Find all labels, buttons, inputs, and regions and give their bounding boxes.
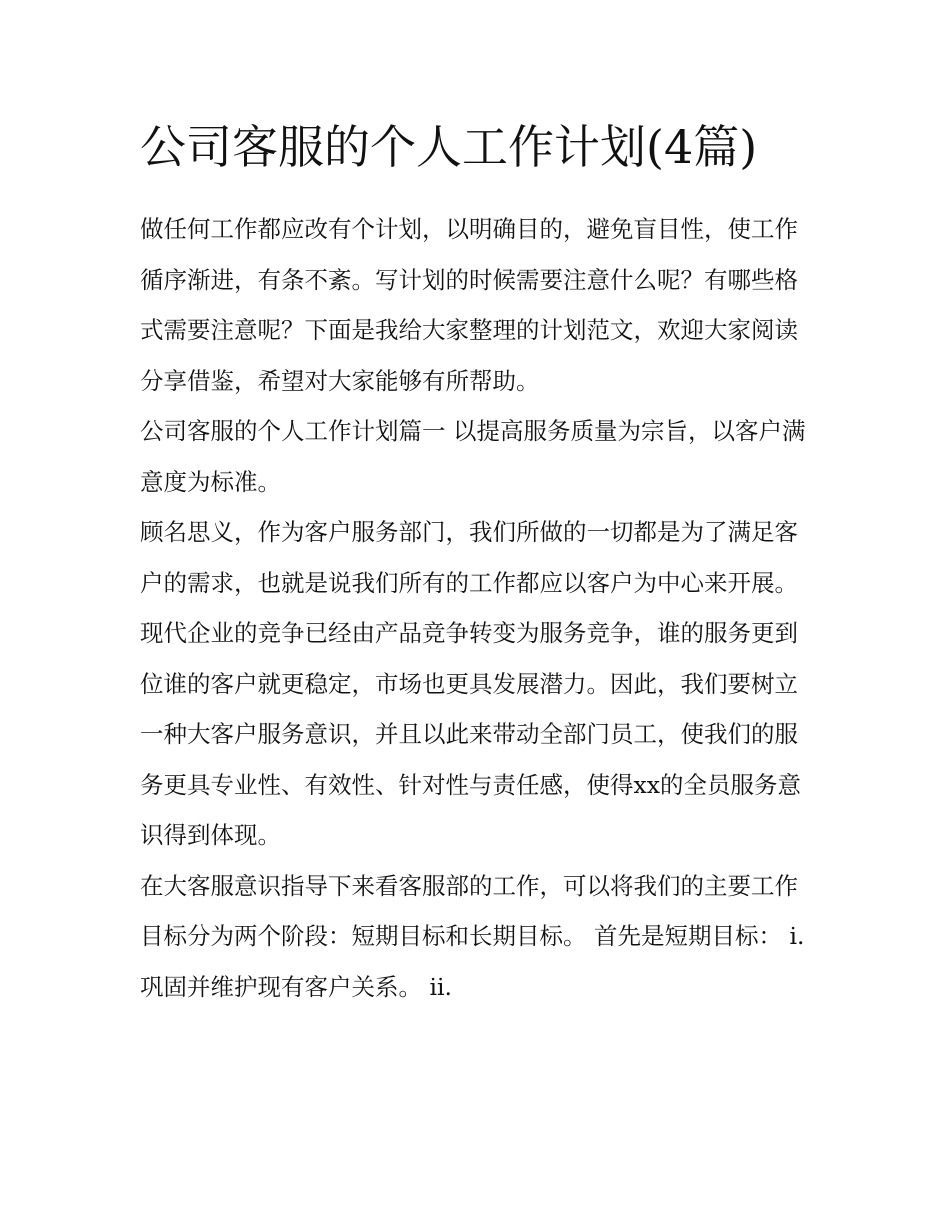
paragraph-customer-service: 顾名思义，作为客户服务部门，我们所做的一切都是为了满足客户的需求，也就是说我们所有的工作都应以客户为中心来开展。现代企业的竞争已经由产品竞争转变为服务竞争，谁的服务更到位谁的客户就更稳定，市场也更具发展潜力。因此，我们要树立一种大客户服务意识，并且以此来带动全部门员工，使我们的服务更具专业性、有效性、针对性与责任感，使得xx的全员服务意识得到体现。 <box>140 518 802 849</box>
document-page <box>140 112 812 1012</box>
paragraph-goals: 在大客服意识指导下来看客服部的工作，可以将我们的主要工作目标分为两个阶段：短期目标和长期目标。 首先是短期目标： i. 巩固并维护现有客户关系。 ii. <box>140 871 805 1001</box>
paragraph-section-one: 公司客服的个人工作计划篇一 以提高服务质量为宗旨，以客户满意度为标准。 <box>140 417 806 496</box>
document-title: 公司客服的个人工作计划(4篇) <box>140 120 758 174</box>
paragraph-intro: 做任何工作都应改有个计划，以明确目的，避免盲目性，使工作循序渐进，有条不紊。写计划的时候需要注意什么呢？有哪些格式需要注意呢？下面是我给大家整理的计划范文，欢迎大家阅读分享借鉴，希望对大家能够有所帮助。 <box>140 215 798 395</box>
